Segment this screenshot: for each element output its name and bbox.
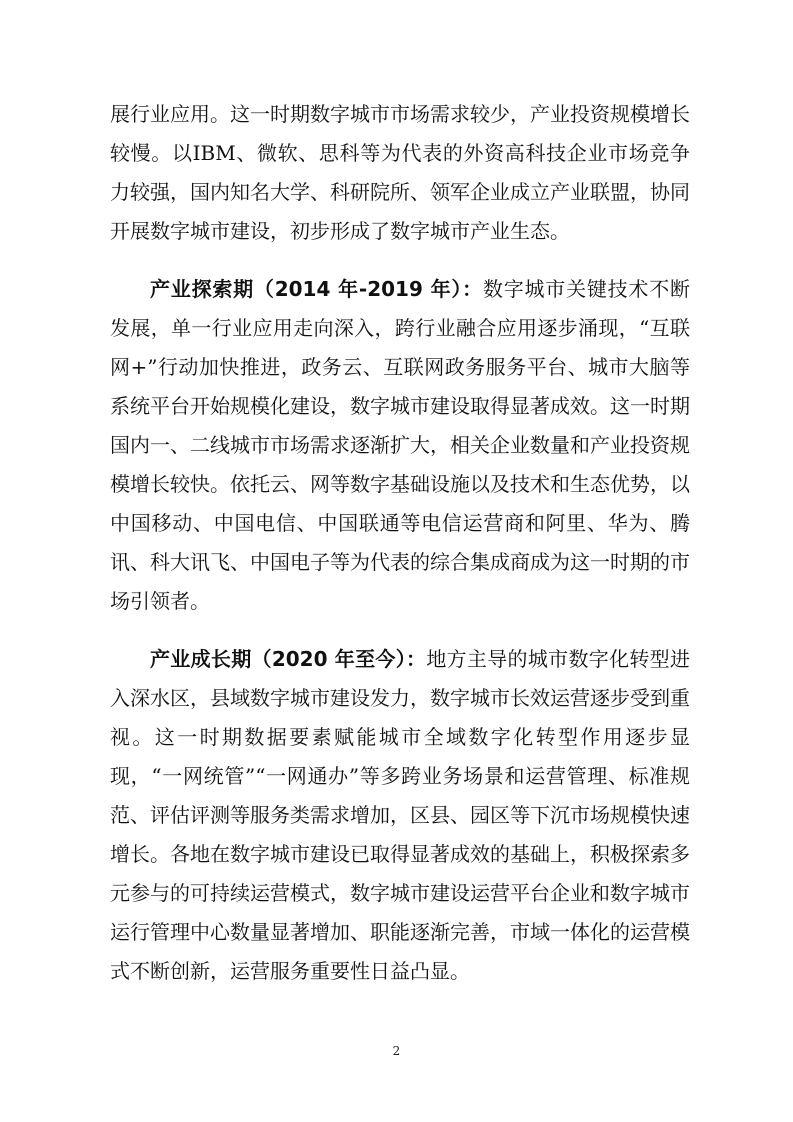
- paragraph-exploration-period: [110, 270, 690, 621]
- paragraph-growth-period: [110, 640, 690, 991]
- paragraph-heading: 产业探索期（2014 年-2019 年）：: [150, 277, 483, 301]
- page-number: 2: [392, 1044, 401, 1058]
- paragraph-text: 地方主导的城市数字化转型进入深水区，县域数字城市建设发力，数字城市长效运营逐步受到重视。这一时期数据要素赋能城市全域数字化转型作用逐步显现，“一网统管”“一网通办”等多跨业务场景和运营管理、标准规范、评估评测等服务类需求增加，区县、园区等下沉市场规模快速增长。各地在数字城市建设已取得显著成效的基础上，积极探索多元参与的可持续运营模式，数字城市建设运营平台企业和数字城市运行管理中心数量显著增加、职能逐渐完善，市域一体化的运营模式不断创新，运营服务重要性日益凸显。: [110, 647, 690, 983]
- paragraph-heading: 产业成长期（2020 年至今）：: [150, 647, 427, 671]
- paragraph-intro-continuation: [110, 95, 690, 251]
- paragraph-text: 展行业应用。这一时期数字城市市场需求较少，产业投资规模增长较慢。以IBM、微软、思科等为代表的外资高科技企业市场竞争力较强，国内知名大学、科研院所、领军企业成立产业联盟，协同开展数字城市建设，初步形成了数字城市产业生态。: [110, 102, 690, 243]
- paragraph-text: 数字城市关键技术不断发展，单一行业应用走向深入，跨行业融合应用逐步涌现，“互联网+”行动加快推进，政务云、互联网政务服务平台、城市大脑等系统平台开始规模化建设，数字城市建设取得显著成效。这一时期国内一、二线城市市场需求逐渐扩大，相关企业数量和产业投资规模增长较快。依托云、网等数字基础设施以及技术和生态优势，以中国移动、中国电信、中国联通等电信运营商和阿里、华为、腾讯、科大讯飞、中国电子等为代表的综合集成商成为这一时期的市场引领者。: [110, 277, 690, 613]
- document-body: [110, 95, 690, 1010]
